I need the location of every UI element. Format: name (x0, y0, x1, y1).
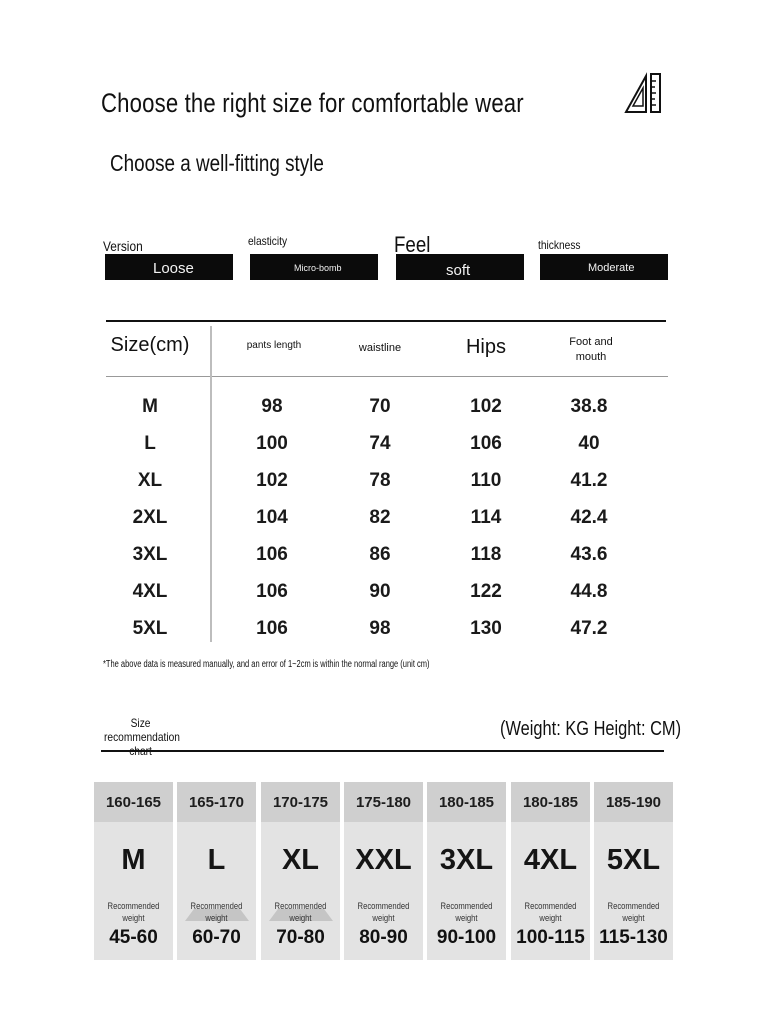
table-cell: 104 (256, 507, 288, 528)
weight-range: 90-100 (436, 927, 497, 948)
attribute-version (103, 236, 233, 280)
size-card (261, 782, 340, 960)
table-cell: 118 (470, 544, 502, 565)
table-cell: 40 (578, 433, 600, 454)
recommended-weight-label: Recommended weight (357, 901, 410, 923)
table-cell-size: XL (137, 470, 163, 491)
weight-range: 115-130 (599, 927, 668, 948)
weight-range: 60-70 (192, 927, 241, 948)
size-card (177, 782, 256, 960)
attribute-value: Micro-bomb (294, 263, 342, 273)
height-range: 180-185 (427, 782, 506, 822)
table-cell: 98 (261, 396, 283, 417)
size-card (344, 782, 423, 960)
height-range: 160-165 (94, 782, 173, 822)
table-cell-size: M (142, 396, 158, 417)
table-cell-size: 4XL (132, 581, 168, 602)
table-cell: 90 (369, 581, 391, 602)
attribute-label: thickness (538, 238, 581, 252)
table-cell: 41.2 (570, 470, 608, 491)
recommended-weight-label: Recommended weight (190, 901, 243, 923)
size-label: L (207, 844, 226, 876)
weight-range: 80-90 (359, 927, 408, 948)
header-pants-length: pants length (246, 340, 302, 351)
header-hips: Hips (465, 336, 507, 358)
table-cell: 122 (470, 581, 502, 602)
table-cell-size: L (144, 433, 156, 454)
size-label: XL (281, 844, 320, 876)
table-cell: 110 (470, 470, 502, 491)
height-range: 165-170 (177, 782, 256, 822)
recommended-weight-label: Recommended weight (607, 901, 660, 923)
table-cell: 114 (470, 507, 502, 528)
table-top-rule (106, 320, 666, 322)
size-label: XXL (355, 844, 412, 876)
section-subtitle: Choose a well-fitting style (110, 150, 324, 176)
header-waistline: waistline (358, 342, 402, 354)
table-cell: 86 (369, 544, 391, 565)
header-size: Size(cm) (110, 334, 190, 356)
attribute-label: elasticity (248, 234, 288, 248)
table-cell: 102 (470, 396, 502, 417)
attribute-value: Moderate (588, 262, 635, 274)
size-card (594, 782, 673, 960)
table-cell: 106 (256, 581, 288, 602)
table-cell: 106 (256, 544, 288, 565)
attribute-elasticity (248, 236, 378, 280)
table-cell: 70 (369, 396, 391, 417)
table-cell: 78 (369, 470, 391, 491)
page-title: Choose the right size for comfortable wear (101, 88, 524, 118)
recommended-weight-label: Recommended weight (440, 901, 493, 923)
measurement-note: *The above data is measured manually, and an error of 1~2cm is within the normal range (unit cm) (103, 659, 430, 670)
table-cell: 106 (470, 433, 502, 454)
table-cell: 106 (256, 618, 288, 639)
size-card (511, 782, 590, 960)
recommendation-units: (Weight: KG Height: CM) (500, 718, 682, 740)
size-card (94, 782, 173, 960)
size-label: 4XL (523, 844, 578, 876)
table-cell: 42.4 (570, 507, 608, 528)
attribute-label: Feel (394, 232, 431, 257)
weight-range: 70-80 (276, 927, 325, 948)
table-header-rule (106, 376, 668, 377)
recommendation-rule (101, 750, 664, 752)
attribute-thickness (538, 236, 668, 280)
height-range: 185-190 (594, 782, 673, 822)
recommended-weight-label: Recommended weight (107, 901, 160, 923)
table-column-divider (210, 326, 212, 642)
table-cell: 43.6 (570, 544, 608, 565)
attribute-value: Loose (153, 260, 194, 277)
table-cell-size: 2XL (132, 507, 168, 528)
table-cell: 74 (369, 433, 391, 454)
height-range: 170-175 (261, 782, 340, 822)
height-range: 180-185 (511, 782, 590, 822)
size-card (427, 782, 506, 960)
weight-range: 100-115 (516, 927, 585, 948)
recommended-weight-label: Recommended weight (274, 901, 327, 923)
table-cell: 102 (256, 470, 288, 491)
attribute-value: soft (446, 262, 471, 279)
height-range: 175-180 (344, 782, 423, 822)
table-cell: 98 (369, 618, 391, 639)
weight-range: 45-60 (109, 927, 158, 948)
table-cell: 44.8 (570, 581, 608, 602)
size-label: M (121, 844, 146, 876)
size-label: 3XL (439, 844, 494, 876)
table-cell: 38.8 (570, 396, 608, 417)
table-cell: 47.2 (570, 618, 608, 639)
attribute-feel (394, 232, 524, 280)
table-cell-size: 3XL (132, 544, 168, 565)
attribute-label: Version (103, 238, 143, 254)
header-foot-mouth: Foot and mouth (569, 336, 613, 363)
recommended-weight-label: Recommended weight (524, 901, 577, 923)
ruler-triangle-logo-icon (624, 72, 664, 114)
size-label: 5XL (606, 844, 661, 876)
recommendation-label: Size recommendation (104, 716, 180, 744)
table-cell: 82 (369, 507, 391, 528)
table-cell: 100 (256, 433, 288, 454)
table-cell-size: 5XL (132, 618, 168, 639)
table-cell: 130 (470, 618, 502, 639)
